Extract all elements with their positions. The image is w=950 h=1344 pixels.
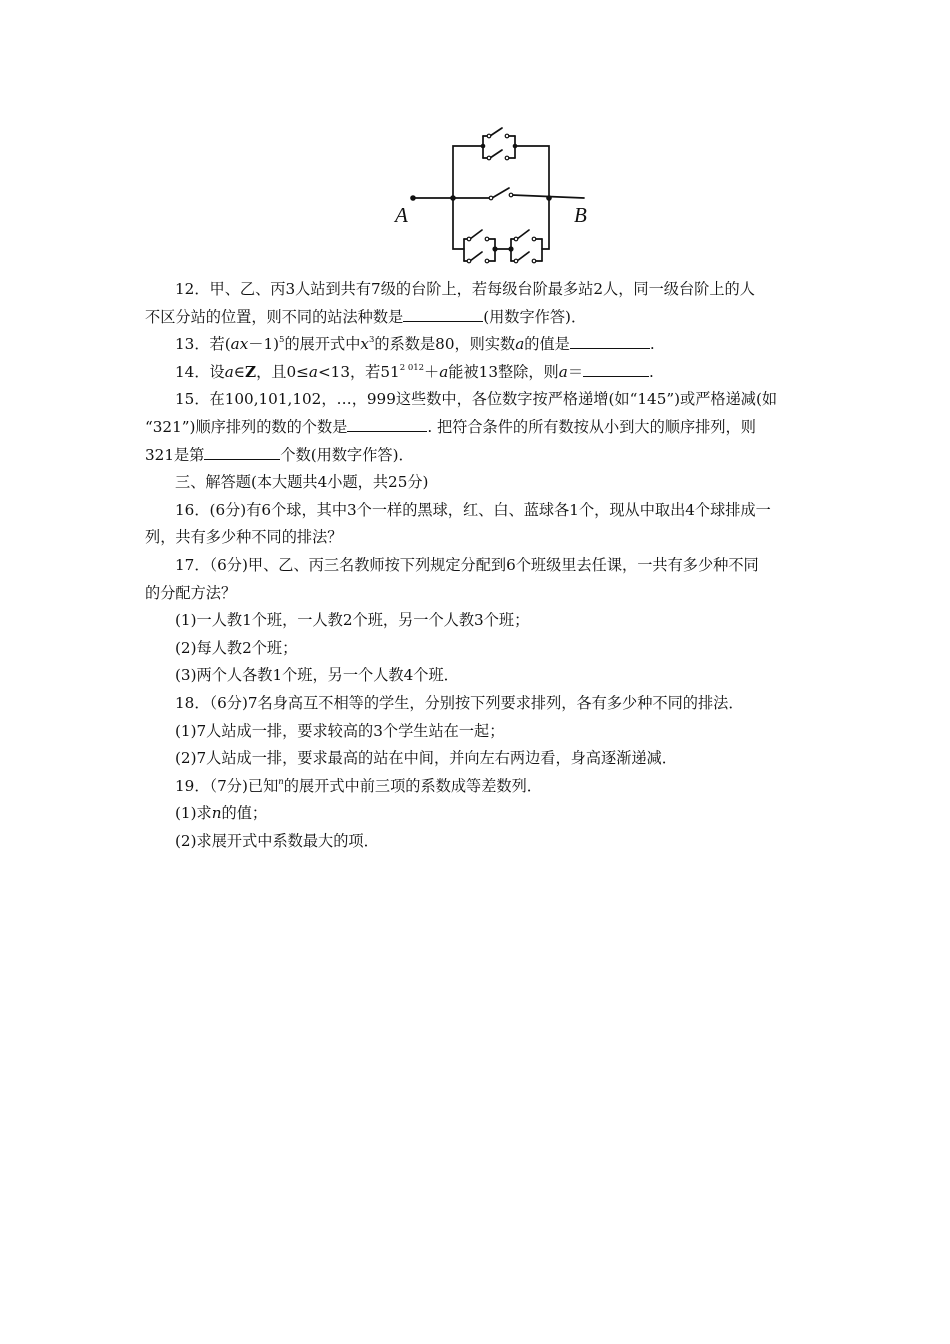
q18-line1: 18．（6分)7名身高互不相等的学生，分别按下列要求排列，各有多少种不同的排法． <box>175 693 744 712</box>
question-list <box>145 276 810 855</box>
q17-line1: 17．（6分)甲、乙、丙三名教师按下列规定分配到6个班级里去任课，一共有多少种不同 <box>175 555 759 574</box>
q17-part1: (1)一人教1个班，一人教2个班，另一个人教3个班； <box>175 611 530 630</box>
switch-circuit-diagram <box>384 116 604 276</box>
q18-part2: (2)7人站成一排，要求最高的站在中间，并向左右两边看，身高逐渐递减． <box>175 749 677 768</box>
q17-line2: 的分配方法？ <box>145 583 237 602</box>
terminal-label-a: A <box>395 203 408 227</box>
answer-blank <box>570 331 650 349</box>
answer-blank <box>204 442 280 460</box>
section-heading: 三、解答题(本大题共4小题，共25分) <box>175 473 429 492</box>
q12-line2: 不区分站的位置，则不同的站法种数是 (用数字作答)． <box>145 304 810 332</box>
q15-line2: “321”)顺序排列的数的个数是 . 把符合条件的所有数按从小到大的顺序排列，则 <box>145 414 810 442</box>
answer-blank <box>347 414 427 432</box>
q17-part3: (3)两个人各教1个班，另一个人教4个班． <box>175 666 459 685</box>
q16-line1: 16．(6分)有6个球，其中3个一样的黑球，红、白、蓝球各1个，现从中取出4个球排成一 <box>175 500 771 519</box>
q12-line1: 12．甲、乙、丙3人站到共有7级的台阶上，若每级台阶最多站2人，同一级台阶上的人 <box>175 280 755 298</box>
q15-line3: 321是第 个数(用数字作答)． <box>145 442 810 470</box>
q14: 14．设a∈Z，且0≤a<13，若$51^{2 012}+a$能被13整除，则a＝ . <box>145 359 810 387</box>
q16-line2: 列，共有多少种不同的排法？ <box>145 528 343 547</box>
q19-part1: (1)求n的值； <box>175 804 268 823</box>
q18-part1: (1)7人站成一排，要求较高的3个学生站在一起； <box>175 721 505 740</box>
q13: 13．若$(ax-1)^5$的展开式中$x^3$的系数是80，则实数a的值是 . <box>145 331 810 359</box>
q17-part2: (2)每人教2个班； <box>175 638 298 657</box>
terminal-label-b: B <box>574 203 587 227</box>
q15-line1: 15．在100,101,102，…，999这些数中，各位数字按严格递增(如“145”)或严格递减(如 <box>175 390 778 409</box>
q19-part2: (2)求展开式中系数最大的项． <box>175 831 379 850</box>
answer-blank <box>583 359 649 377</box>
q19-line1: 19．（7分)已知$^n$的展开式中前三项的系数成等差数列． <box>175 776 542 795</box>
answer-blank <box>403 304 483 322</box>
